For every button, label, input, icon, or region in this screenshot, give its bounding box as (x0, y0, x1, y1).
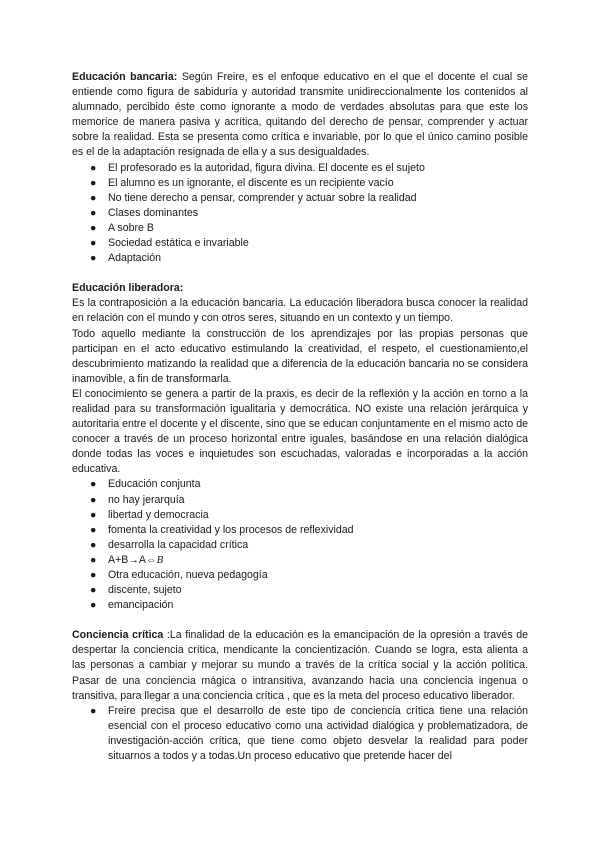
list-item: ● desarrolla la capacidad crítica (90, 538, 528, 553)
list-item: ● no hay jerarquía (90, 493, 528, 508)
bullet-icon: ● (90, 493, 97, 506)
list-item: ● No tiene derecho a pensar, comprender y actuar sobre la realidad (90, 191, 528, 206)
bullet-icon: ● (90, 523, 97, 536)
conciencia-paragraph (72, 628, 528, 703)
bullet-icon: ● (90, 599, 97, 612)
list-item: ● fomenta la creatividad y los procesos de reflexividad (90, 523, 528, 538)
bullet-icon: ● (90, 206, 97, 219)
section-spacer (72, 613, 528, 628)
bullet-icon: ● (90, 508, 97, 521)
list-item: ● El profesorado es la autoridad, figura divina. El docente es el sujeto (90, 161, 528, 176)
list-item: ● Sociedad estática e invariable (90, 236, 528, 251)
document-page (72, 70, 528, 764)
bancaria-text: Según Freire, es el enfoque educativo en el que el docente el cual se entiende como figura de sabiduría y autoridad transmite unidireccionalmente los contenidos al alumnado, percibido éste como ignorante a modo de verdades absolutas para que este los memorice de manera pasiva y acrítica, quitando del derecho de pensar, comprender y actuar sobre la realidad. Esta se presenta como crítica e invariable, por lo que el único camino posible es el de la adaptación resignada de ella y a sus desigualdades. (72, 71, 528, 159)
list-item: ● El alumno es un ignorante, el discente es un recipiente vacío (90, 176, 528, 191)
liberadora-paragraph-2: Todo aquello mediante la construcción de los aprendizajes por las propias personas que participan en el acto educativo estimulando la creatividad, el respeto, el cuestionamiento,el descubrimiento matizando la realidad que a diferencia de la educación bancaria no se considera inamovible, a fin de transformarla. (72, 327, 528, 385)
conciencia-heading: Conciencia crítica (72, 629, 164, 642)
list-item: ● Clases dominantes (90, 206, 528, 221)
bancaria-paragraph (72, 70, 528, 161)
list-item: ● emancipación (90, 598, 528, 613)
list-item: ● A sobre B (90, 221, 528, 236)
bullet-icon: ● (90, 252, 97, 265)
bullet-icon: ● (90, 176, 97, 189)
liberadora-paragraph-1: Es la contraposición a la educación bancaria. La educación liberadora busca conocer la realidad en relación con el mundo y con otros seres, situando en un contexto y un tiempo. (72, 297, 528, 325)
bullet-icon: ● (90, 161, 97, 174)
bullet-icon: ● (90, 538, 97, 551)
bullet-icon: ● (90, 584, 97, 597)
conciencia-list (72, 704, 528, 764)
bullet-icon: ● (90, 191, 97, 204)
bullet-icon: ● (90, 237, 97, 250)
list-item: ● libertad y democracia (90, 508, 528, 523)
liberadora-paragraph-3: El conocimiento se genera a partir de la praxis, es decir de la reflexión y la acción en torno a la realidad para su transformación igualitaria y democrática. NO existe una relación jerárquica y autoritaria entre el docente y el discente, sino que se educan conjuntamente en el mismo acto de conocer a través de un proceso horizontal entre iguales, basándose en una relación dialógica donde todas las voces e inquietudes son escuchadas, valoradas e incorporadas a la acción educativa. (72, 387, 528, 476)
bancaria-list (72, 161, 528, 267)
list-item: ● A+B→A⇔B (90, 553, 528, 568)
bancaria-heading: Educación bancaria: (72, 71, 178, 83)
math-symbol-b: B (156, 554, 164, 566)
bullet-icon: ● (90, 478, 97, 491)
bullet-icon: ● (90, 221, 97, 234)
list-item: ● Freire precisa que el desarrollo de este tipo de conciencia crítica tiene una relación esencial con el proceso educativo como una actividad dialógica y problematizadora, de investigación-acción crítica, que tiene como objeto desvelar la realidad para poder situarnos a todos y a todas.Un proceso educativo que pretende hacer del (90, 704, 528, 763)
list-item: ● Adaptación (90, 251, 528, 266)
bullet-icon: ● (90, 704, 97, 717)
bullet-icon: ● (90, 569, 97, 581)
list-item: ● Otra educación, nueva pedagogía (90, 568, 528, 583)
liberadora-list (72, 477, 528, 613)
conciencia-text: :La finalidad de la educación es la emancipación de la opresión a través de despertar la conciencia crítica, mendicante la concientización. Cuando se logra, esta alienta a las personas a cambiar y mejorar su mundo a través de la crítica social y la acción política. Pasar de una conciencia mágica o intransitiva, avanzando hacia una conciencia ingenua o transitiva, para llegar a una conciencia crítica , que es la meta del proceso educativo liberador. (72, 629, 528, 702)
list-item: ● Educación conjunta (90, 477, 528, 492)
liberadora-heading: Educación liberadora: (72, 282, 184, 295)
list-item: ● discente, sujeto (90, 583, 528, 598)
bullet-icon: ● (90, 553, 97, 566)
section-spacer (72, 266, 528, 281)
